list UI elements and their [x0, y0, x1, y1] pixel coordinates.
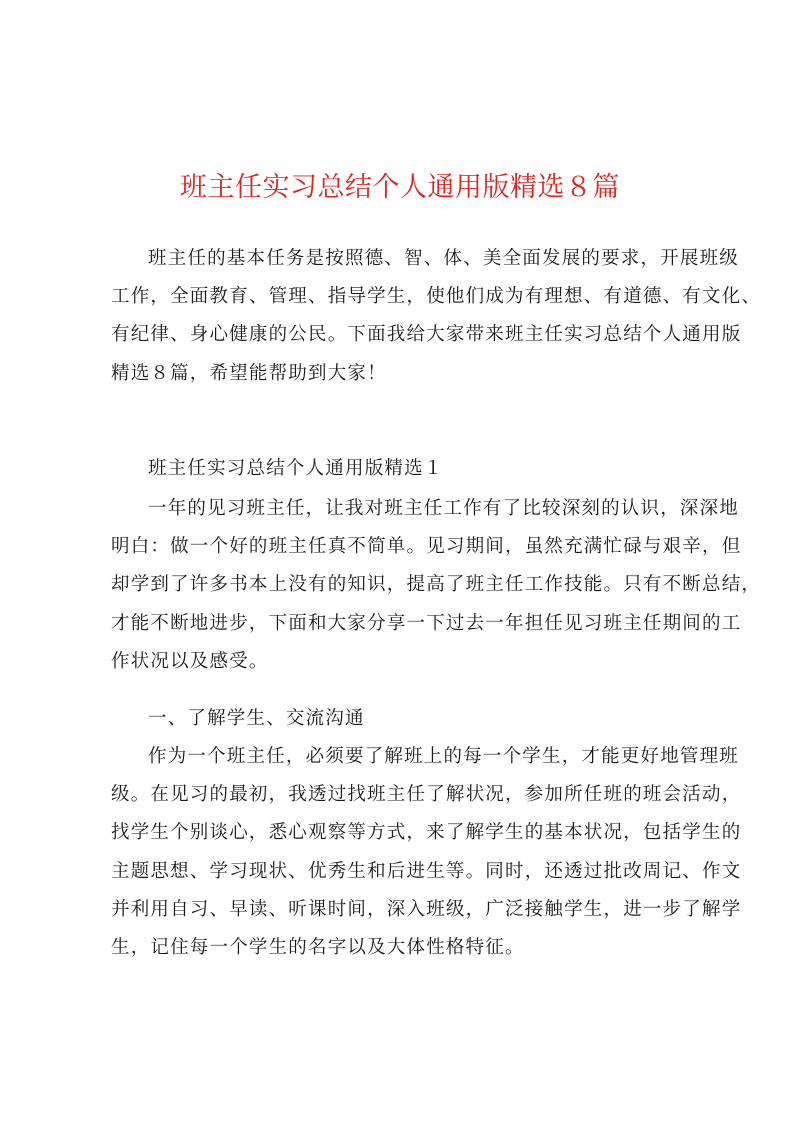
text-line: 作状况以及感受。	[111, 650, 269, 672]
intro-paragraph	[111, 240, 762, 393]
text-line: 才能不断地进步，下面和大家分享一下过去一年担任见习班主任期间的工	[111, 612, 742, 634]
text-line: 一年的见习班主任，让我对班主任工作有了比较深刻的认识，深深地	[148, 498, 740, 519]
text-line: 级。在见习的最初，我透过找班主任了解状况，参加所任班的班会活动，	[111, 784, 742, 806]
section-title: 班主任实习总结个人通用版精选１	[148, 458, 444, 479]
text-line: 班主任的基本任务是按照德、智、体、美全面发展的要求，开展班级	[148, 248, 740, 269]
text-line: 生，记住每一个学生的名字以及大体性格特征。	[111, 937, 525, 959]
text-line: 找学生个别谈心，悉心观察等方式，来了解学生的基本状况，包括学生的	[111, 822, 742, 844]
text-line: 有纪律、身心健康的公民。下面我给大家带来班主任实习总结个人通用版	[111, 324, 742, 346]
document-title: 班主任实习总结个人通用版精选８篇	[180, 172, 620, 203]
text-line: 主题思想、学习现状、优秀生和后进生等。同时，还透过批改周记、作文	[111, 860, 742, 882]
paragraph-2	[111, 738, 742, 967]
text-line: 工作，全面教育、管理、指导学生，使他们成为有理想、有道德、有文化、	[111, 286, 762, 308]
paragraph-1	[111, 490, 762, 681]
text-line: 却学到了许多书本上没有的知识，提高了班主任工作技能。只有不断总结，	[111, 574, 762, 596]
text-line: 精选８篇，希望能帮助到大家！	[111, 362, 387, 384]
text-line: 明白：做一个好的班主任真不简单。见习期间，虽然充满忙碌与艰辛，但	[111, 536, 742, 558]
text-line: 作为一个班主任，必须要了解班上的每一个学生，才能更好地管理班	[148, 746, 740, 767]
heading-1: 一、了解学生、交流沟通	[148, 708, 365, 729]
text-line: 并利用自习、早读、听课时间，深入班级，广泛接触学生，进一步了解学	[111, 898, 742, 920]
